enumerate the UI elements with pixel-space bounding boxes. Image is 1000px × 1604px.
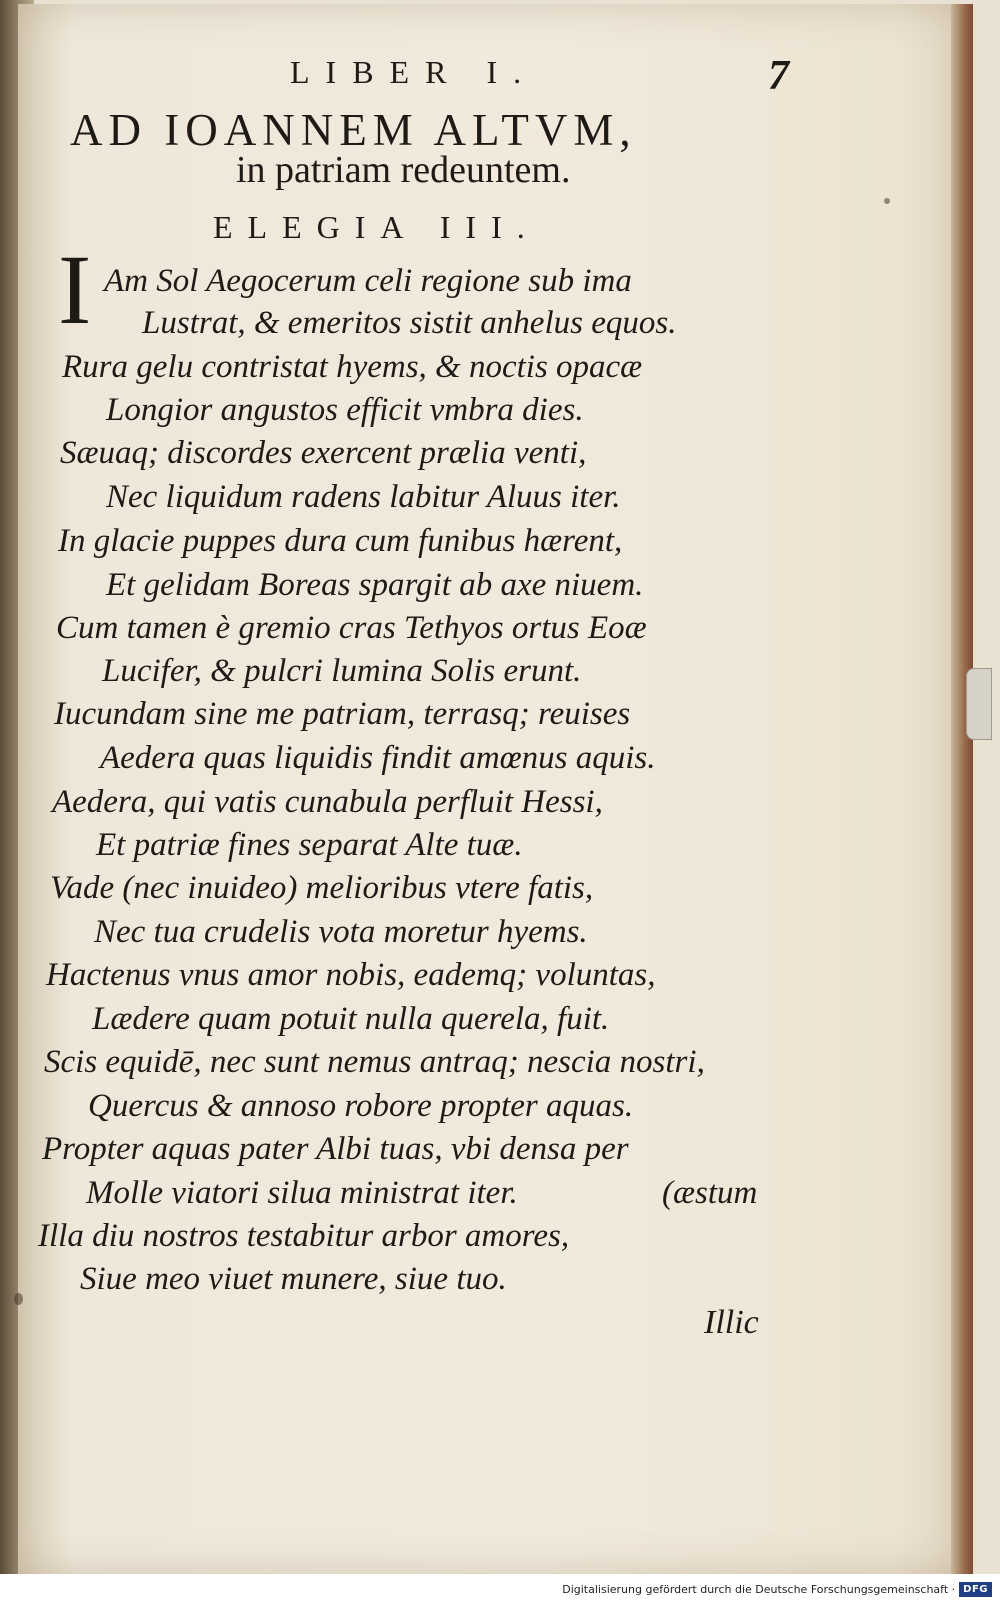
verse-line: Quercus & annoso robore propter aquas. [88, 1088, 634, 1124]
poem-title: AD IOANNEM ALTVM, [70, 105, 637, 155]
verse-line: Nec liquidum radens labitur Aluus iter. [106, 479, 621, 515]
verse-line: Hactenus vnus amor nobis, eademq; voluntas, [46, 957, 656, 993]
bookmark-tab [966, 668, 992, 740]
verse-line: Cum tamen è gremio cras Tethyos ortus Eoæ [56, 610, 647, 646]
poem-subtitle: in patriam redeuntem. [236, 149, 571, 191]
page-edge [951, 4, 973, 1579]
verse-line: Lustrat, & emeritos sistit anhelus equos. [142, 305, 677, 341]
dfg-logo-icon: DFG [959, 1582, 992, 1597]
footer-credit-text: Digitalisierung gefördert durch die Deutsche Forschungsgemeinschaft · [562, 1583, 956, 1596]
elegy-heading: ELEGIA III. [213, 209, 540, 245]
drop-cap: I [58, 234, 92, 345]
verse-line: In glacie puppes dura cum funibus hærent, [58, 523, 623, 559]
verse-line: Nec tua crudelis vota moretur hyems. [94, 914, 588, 950]
turnover-word: (æstum [662, 1175, 758, 1211]
verse-line: Iucundam sine me patriam, terrasq; reuises [54, 696, 631, 732]
ink-blot [14, 1293, 23, 1305]
verse-line: Illa diu nostros testabitur arbor amores, [38, 1218, 570, 1254]
verse-line: Propter aquas pater Albi tuas, vbi densa per [42, 1131, 629, 1167]
page-number: 7 [768, 53, 789, 99]
footer-credit [562, 1582, 992, 1597]
running-title: LIBER I. [290, 54, 538, 90]
ink-blot [884, 198, 890, 204]
verse-line: Aedera, qui vatis cunabula perfluit Hessi, [52, 784, 603, 820]
verse-line: Longior angustos efficit vmbra dies. [106, 392, 584, 428]
footer-band [0, 1574, 1000, 1604]
verse-line: Scis equidē, nec sunt nemus antraq; nescia nostri, [44, 1044, 705, 1080]
verse-line: Aedera quas liquidis findit amœnus aquis. [100, 740, 656, 776]
verse-line: Et patriæ fines separat Alte tuæ. [96, 827, 523, 863]
verse-line: Rura gelu contristat hyems, & noctis opacæ [62, 349, 643, 385]
catchword: Illic [704, 1304, 759, 1341]
verse-line: Lædere quam potuit nulla querela, fuit. [92, 1001, 610, 1037]
verse-line: Am Sol Aegocerum celi regione sub ima [104, 263, 632, 299]
verse-line: Vade (nec inuideo) melioribus vtere fatis, [50, 870, 594, 906]
verse-line: Molle viatori silua ministrat iter. [86, 1175, 518, 1211]
verse-line: Lucifer, & pulcri lumina Solis erunt. [102, 653, 582, 689]
verse-line: Et gelidam Boreas spargit ab axe niuem. [106, 567, 644, 603]
verse-line: Sæuaq; discordes exercent prælia venti, [60, 435, 587, 471]
verse-line: Siue meo viuet munere, siue tuo. [80, 1261, 507, 1297]
